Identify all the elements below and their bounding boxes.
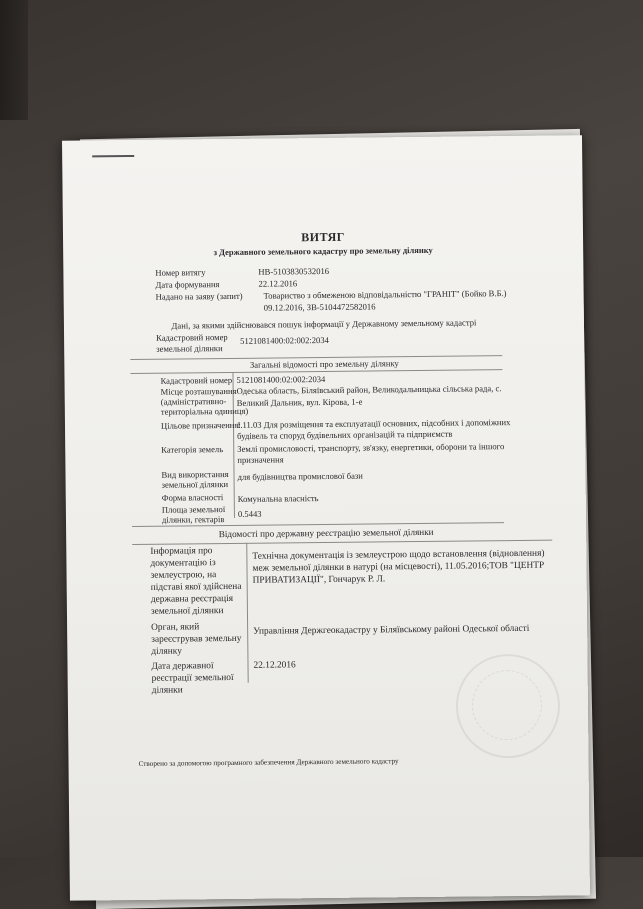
- category-value-1: Землі промисловості, транспорту, зв'язку, енергетики, оборони та іншого: [237, 441, 505, 454]
- search-cadastral-value: 5121081400:02:002:2034: [240, 334, 329, 346]
- reg-date-value: 22.12.2016: [253, 660, 296, 671]
- info-label-6: земельної ділянки: [150, 606, 224, 617]
- info-label-2: документацію із: [150, 558, 216, 569]
- use-label-1: Вид використання: [161, 468, 229, 480]
- organ-label-1: Орган, який: [151, 622, 200, 633]
- search-cadastral-label-1: Кадастровий номер: [156, 331, 228, 343]
- ownership-label: Форма власності: [161, 492, 224, 503]
- footer-note: Створено за допомогою програмного забезпечення Державного земельного кадастру: [138, 757, 399, 768]
- area-label-2: ділянки, гектарів: [161, 514, 225, 525]
- info-label-4: підставі якої здійснена: [150, 581, 242, 593]
- request-value: Товариство з обмеженою відповідальністю "ГРАНІТ" (Бойко В.Б.): [263, 288, 507, 301]
- info-label-5: державна реєстрація: [150, 593, 234, 605]
- reg-date-label-3: ділянки: [151, 685, 183, 696]
- extract-number-label: Номер витягу: [155, 267, 206, 278]
- location-label-3: територіальна одиниця): [160, 405, 249, 417]
- info-value-1: Технічна документація із землеустрою щодо встановлення (відновлення): [252, 548, 545, 562]
- cadastral-number-value: 5121081400:02:002:2034: [236, 373, 326, 385]
- category-value-2: призначення: [237, 454, 284, 465]
- organ-value: Управління Держгеокадастру у Біляївському районі Одеської області: [253, 623, 530, 637]
- info-value-3: ПРИВАТИЗАЦІЇ", Гончарук Р. Л.: [252, 574, 386, 586]
- area-value: 0.5443: [237, 508, 262, 519]
- reg-date-label-1: Дата державної: [151, 661, 214, 672]
- creation-date-value: 22.12.2016: [258, 278, 298, 289]
- category-label: Категорія земель: [161, 444, 224, 455]
- purpose-value-2: будівель та споруд будівельних організацій та підприємств: [237, 428, 453, 441]
- search-cadastral-label-2: земельної ділянки: [156, 343, 223, 354]
- faded-stamp: [455, 654, 560, 759]
- organ-label-2: зареєстрував земельну: [151, 633, 242, 645]
- organ-label-3: ділянку: [151, 646, 182, 657]
- creation-date-label: Дата формування: [155, 279, 220, 290]
- document-subtitle: з Державного земельного кадастру про земельну ділянку: [213, 244, 433, 258]
- ownership-value: Комунальна власність: [237, 493, 319, 504]
- corner-mark: [92, 155, 134, 157]
- divider: [132, 540, 552, 545]
- reg-date-label-2: реєстрації земельної: [151, 672, 234, 684]
- purpose-value-1: J.11.03 Для розміщення та експлуатації основних, підсобних і допоміжних: [236, 417, 511, 430]
- extract-document: [62, 135, 590, 900]
- location-label-2: (адміністративно-: [160, 396, 227, 407]
- column-divider: [246, 543, 248, 683]
- request-label: Надано на заяву (запит): [155, 290, 243, 302]
- document-title: ВИТЯГ: [301, 229, 345, 245]
- location-value-2: Великий Дальник, вул. Кірова, 1-е: [236, 396, 363, 408]
- purpose-label: Цільове призначення:: [160, 419, 241, 431]
- info-label-1: Інформація про: [150, 546, 213, 557]
- request-value-date: 09.12.2016, ЗВ-5104472582016: [263, 301, 376, 313]
- extract-number-value: НВ-5103830532016: [258, 265, 330, 277]
- use-value: для будівництва промислової бази: [237, 470, 363, 482]
- location-label-1: Місце розташування: [160, 385, 237, 397]
- info-value-2: меж земельної ділянки в натурі (на місцевості), 11.05.2016;ТОВ "ЦЕНТР: [252, 560, 545, 574]
- use-label-2: земельної ділянки: [161, 479, 229, 490]
- general-section-heading: Загальні відомості про земельну ділянку: [249, 358, 399, 370]
- cadastral-number-label: Кадастровий номер: [160, 374, 233, 386]
- location-value-1: Одеська область, Біляївський район, Великодальницька сільська рада, с.: [236, 383, 502, 396]
- registration-section-heading: Відомості про державну реєстрацію земельної ділянки: [218, 526, 434, 540]
- search-section-heading: Дані, за якими здійснювався пошук інформації у Державному земельному кадастрі: [171, 317, 477, 331]
- area-label-1: Площа земельної: [161, 504, 226, 515]
- info-label-3: землеустрою, на: [150, 570, 217, 581]
- background-shadow: [0, 0, 28, 120]
